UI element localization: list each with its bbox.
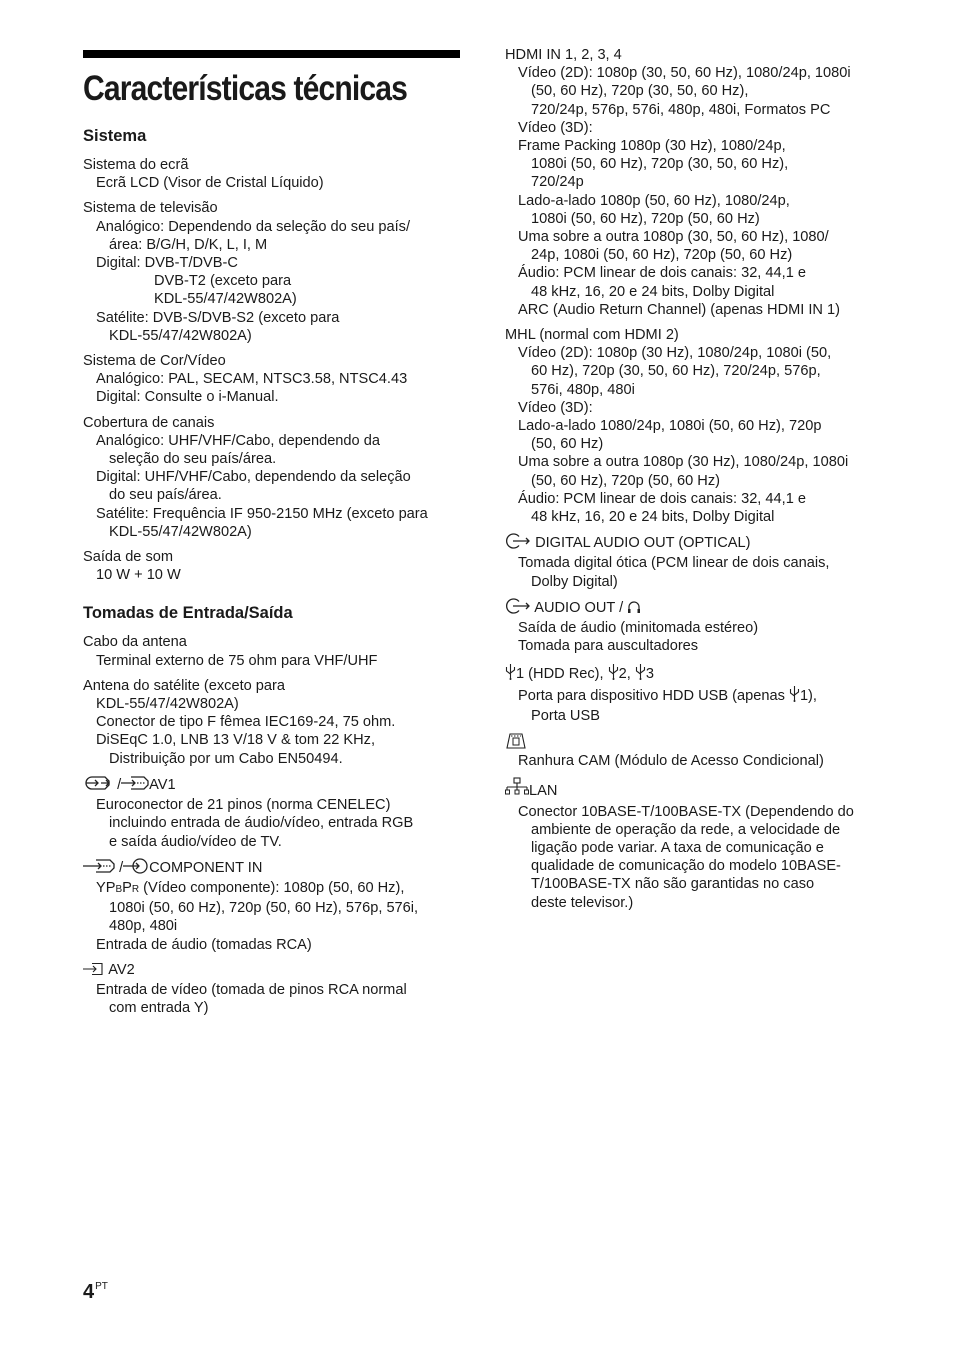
spec-cam: Ranhura CAM (Módulo de Acesso Condicional) [505,732,885,770]
spec-optical: DIGITAL AUDIO OUT (OPTICAL) Tomada digital ótica (PCM linear de dois canais, Dolby Digital) [505,533,885,591]
spec-audio-out: AUDIO OUT / Saída de áudio (minitomada estéreo) Tomada para auscultadores [505,598,885,656]
page-language: PT [95,1281,108,1292]
scart-in-out-icon [83,775,113,796]
optical-out-icon [505,533,531,554]
section-heading: Tomadas de Entrada/Saída [83,604,293,623]
scart-in-icon [83,858,115,879]
spec-av2: AV2 Entrada de vídeo (tomada de pinos RCA normal com entrada Y) [83,961,461,1018]
audio-out-icon [505,598,531,619]
spec-cor-video: Sistema de Cor/Vídeo Analógico: PAL, SECAM, NTSC3.58, NTSC4.43 Digital: Consulte o i-Manual. [83,353,408,406]
spec-hdmi: HDMI IN 1, 2, 3, 4 Vídeo (2D): 1080p (30, 50, 60 Hz), 1080/24p, 1080i (50, 60 Hz), 720p (30, 50, 60 Hz), 720/24p, 576p, 576i, 480p, 480i, Formatos PC Vídeo (3D): Frame Packing 1080p (30 Hz), 1080/24p, 1080i (50, 60 Hz), 720p (30, 50, 60 Hz), 720/24p Lado-a-lado 1080p (50, 60 Hz), 1080/24p, 1080i (50, 60 Hz), 720p (50, 60 Hz) Uma sobre a outra 1080p (30, 50, 60 Hz), 1080/ 24p, 1080i (50, 60 Hz), 720p (50, 60 Hz) Áudio: PCM linear de dois canais: 32, 44,1 e 48 kHz, 16, 20 e 24 bits, Dolby Digital ARC (Audio Return Channel) (apenas HDMI IN 1) [505,47,851,318]
component-in-icon [123,858,149,879]
spec-lan: LAN Conector 10BASE-T/100BASE-TX (Dependendo do ambiente de operação da rede, a velocidade de ligação pode variar. A taxa de comunicação e qualidade de comunicação do modelo 10BASE- T/100BASE-TX não são garantidas no caso deste televisor.) [505,777,885,911]
spec-cobertura: Cobertura de canais Analógico: UHF/VHF/Cabo, dependendo da seleção do seu país/área. Digital: UHF/VHF/Cabo, dependendo da seleção do seu país/área. Satélite: Frequência IF 950-2150 MHz (exceto para KDL-55/47/42W802A) [83,414,428,540]
page-title: Características técnicas [83,69,408,108]
title-rule [83,50,460,58]
usb-icon [608,663,619,685]
spec-ecra: Sistema do ecrã Ecrã LCD (Visor de Cristal Líquido) [83,157,324,192]
headphones-icon [627,600,641,619]
lan-icon [505,777,529,802]
video-in-icon [83,962,105,981]
section-tomadas [83,602,461,1017]
spec-antena: Cabo da antena Terminal externo de 75 ohm para VHF/UHF [83,634,378,669]
spec-component: / COMPONENT IN YPBPR (Vídeo componente): 1080p (50, 60 Hz), 1080i (50, 60 Hz), 720p (50, 60 Hz), 576p, 576i, 480p, 480i Entrada de áudio (tomadas RCA) [83,858,461,954]
left-column [83,50,461,1017]
usb-icon [789,685,800,707]
section-heading: Sistema [83,127,147,145]
spec-av1: / AV1 Euroconector de 21 pinos (norma CENELEC) incluindo entrada de áudio/vídeo, entrada RGB e saída áudio/vídeo de TV. [83,775,461,851]
usb-icon [505,663,516,685]
right-column [505,46,885,912]
scart-in-icon [121,775,149,796]
usb-icon [635,663,646,685]
page-number: $4^{PT}$ [83,1281,108,1303]
spec-televisao: Sistema de televisão Analógico: Dependendo da seleção do seu país/ área: B/G/H, D/K, L, I, M Digital: DVB-T/DVB-C DVB-T2 (exceto para KDL-55/47/42W802A) Satélite: DVB-S/DVB-S2 (exceto para KDL-55/47/42W802A) [83,200,411,344]
spec-usb: 1 (HDD Rec), 2, 3 Porta para dispositivo HDD USB (apenas 1), Porta USB [505,663,885,726]
section-sistema [83,125,461,584]
spec-mhl: MHL (normal com HDMI 2) Vídeo (2D): 1080p (30 Hz), 1080/24p, 1080i (50, 60 Hz), 720p (30, 50, 60 Hz), 720/24p, 576p, 576i, 480p, 480i Vídeo (3D): Lado-a-lado 1080/24p, 1080i (50, 60 Hz), 720p (50, 60 Hz) Uma sobre a outra 1080p (30 Hz), 1080/24p, 1080i (50, 60 Hz), 720p (50, 60 Hz) Áudio: PCM linear de dois canais: 32, 44,1 e 48 kHz, 16, 20 e 24 bits, Dolby Digital [505,327,849,526]
spec-satelite: Antena do satélite (exceto para KDL-55/47/42W802A) Conector de tipo F fêmea IEC169-24, 75 ohm. DiSEqC 1.0, LNB 13 V/18 V & tom 22 KHz, Distribuição por um Cabo EN50494. [83,677,396,767]
spec-som: Saída de som 10 W + 10 W [83,549,181,584]
